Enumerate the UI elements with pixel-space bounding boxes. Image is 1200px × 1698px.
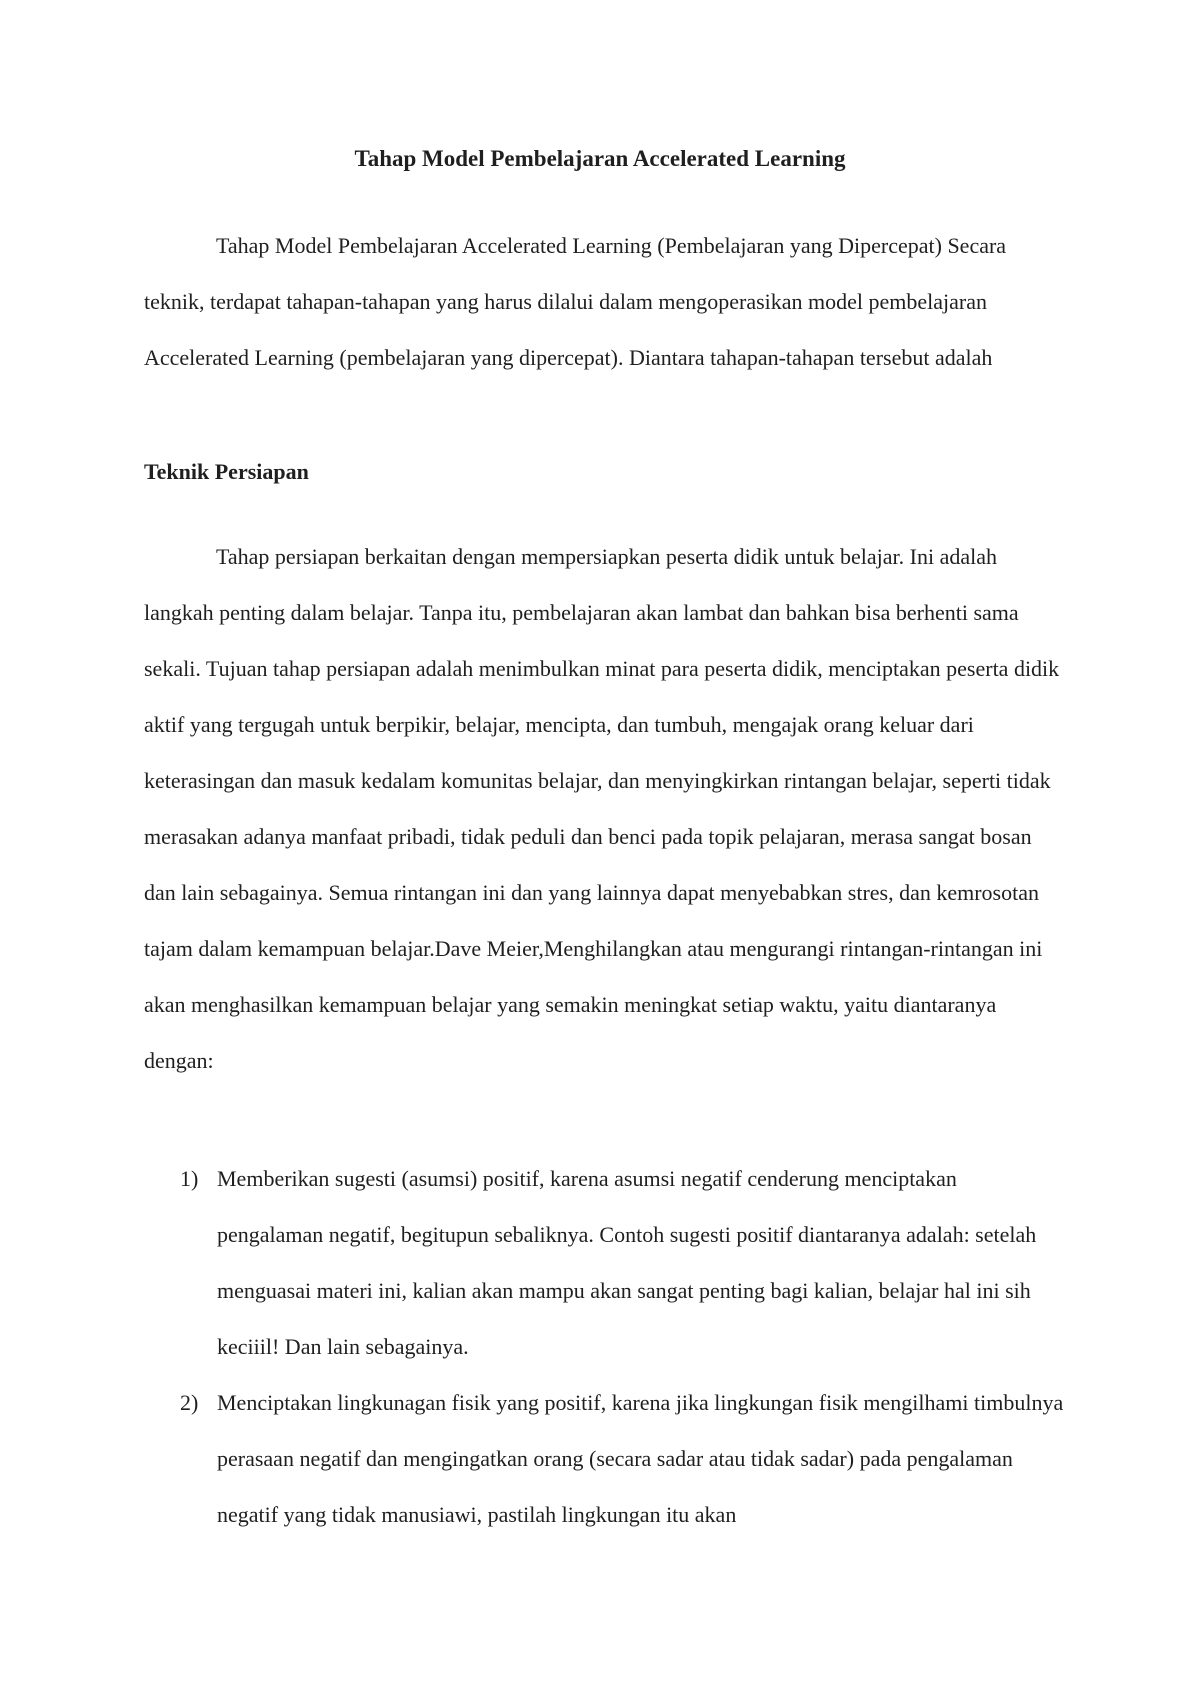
section-paragraph: Tahap persiapan berkaitan dengan mempersiapkan peserta didik untuk belajar. Ini adalah langkah penting dalam belajar. Tanpa itu, pembelajaran akan lambat dan bahkan bisa berhenti sama sekali. Tujuan tahap persiapan adalah menimbulkan minat para peserta didik, menciptakan peserta didik aktif yang tergugah untuk berpikir, belajar, mencipta, dan tumbuh, mengajak orang keluar dari keterasingan dan masuk kedalam komunitas belajar, dan menyingkirkan rintangan belajar, seperti tidak merasakan adanya manfaat pribadi, tidak peduli dan benci pada topik pelajaran, merasa sangat bosan dan lain sebagainya. Semua rintangan ini dan yang lainnya dapat menyebabkan stres, dan kemrosotan tajam dalam kemampuan belajar.Dave Meier,Menghilangkan atau mengurangi rintangan-rintangan ini akan menghasilkan kemampuan belajar yang semakin meningkat setiap waktu, yaitu diantaranya dengan:: [144, 544, 1060, 1073]
numbered-list: [144, 1151, 1064, 1543]
list-item-text: Memberikan sugesti (asumsi) positif, karena asumsi negatif cenderung menciptakan pengalaman negatif, begitupun sebaliknya. Contoh sugesti positif diantaranya adalah: setelah menguasai materi ini, kalian akan mampu akan sangat penting bagi kalian, belajar hal ini sih keciiil! Dan lain sebagainya.: [217, 1166, 1037, 1359]
list-item-number: 1): [180, 1166, 199, 1191]
list-item-number: 2): [180, 1390, 199, 1415]
section-heading: Teknik Persiapan: [144, 459, 309, 484]
list-item: [144, 1151, 1064, 1375]
list-item-text: Menciptakan lingkunagan fisik yang positif, karena jika lingkungan fisik mengilhami timbulnya perasaan negatif dan mengingatkan orang (secara sadar atau tidak sadar) pada pengalaman negatif yang tidak manusiawi, pastilah lingkungan itu akan: [217, 1390, 1064, 1527]
intro-paragraph: Tahap Model Pembelajaran Accelerated Learning (Pembelajaran yang Dipercepat) Secara teknik, terdapat tahapan-tahapan yang harus dilalui dalam mengoperasikan model pembelajaran Accelerated Learning (pembelajaran yang dipercepat). Diantara tahapan-tahapan tersebut adalah: [144, 233, 1007, 370]
page-title: Tahap Model Pembelajaran Accelerated Learning: [354, 146, 846, 171]
list-item: [144, 1375, 1064, 1543]
